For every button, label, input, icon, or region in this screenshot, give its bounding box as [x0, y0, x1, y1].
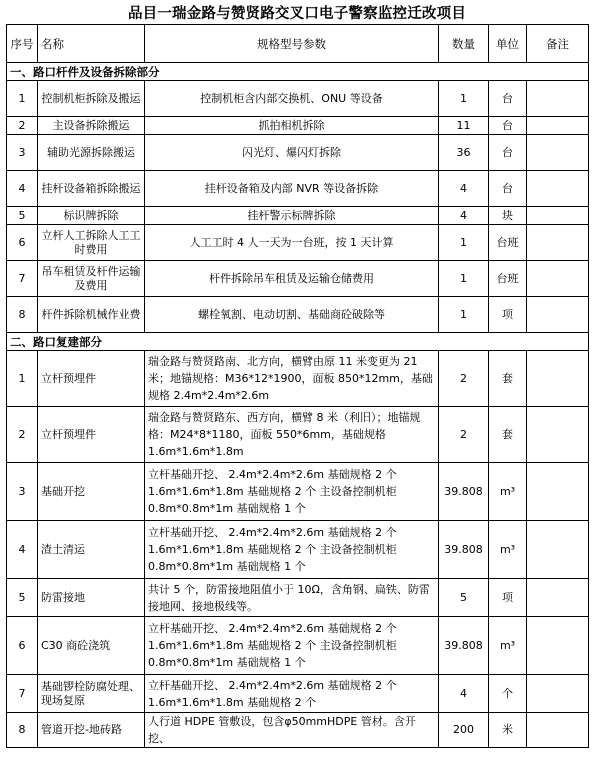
row-spec: 人行道 HDPE 管敷设，包含φ50mmHDPE 管材。含开挖、 [145, 713, 439, 748]
row-note [527, 117, 589, 135]
row-qty: 1 [439, 261, 489, 297]
row-no: 1 [7, 81, 38, 117]
row-no: 7 [7, 261, 38, 297]
section-heading-row [7, 63, 589, 81]
row-unit: 台班 [489, 261, 527, 297]
row-no: 6 [7, 225, 38, 261]
row-spec: 共计 5 个，防雷接地阻值小于 10Ω，含角钢、扁铁、防雷接地网、接地极线等。 [145, 579, 439, 617]
row-name: 挂杆设备箱拆除搬运 [38, 171, 145, 207]
row-no: 5 [7, 579, 38, 617]
row-unit: 台 [489, 81, 527, 117]
row-spec: 立杆基础开挖、 2.4m*2.4m*2.6m 基础规格 2 个 1.6m*1.6m*1.8m 基础规格 2 个 主设备控制机柜 0.8m*0.8m*1m 基础规格 1 个 [145, 521, 439, 579]
row-name: 吊车租赁及杆件运输及费用 [38, 261, 145, 297]
row-no: 6 [7, 617, 38, 675]
row-name: 主设备拆除搬运 [38, 117, 145, 135]
row-spec: 人工工时 4 人一天为一台班，按 1 天计算 [145, 225, 439, 261]
document-title: 品目一瑞金路与赞贤路交叉口电子警察监控迁改项目 [127, 6, 467, 22]
row-no: 1 [7, 351, 38, 407]
row-name: 立杆预埋件 [38, 351, 145, 407]
row-name: 控制机柜拆除及搬运 [38, 81, 145, 117]
row-no: 2 [7, 407, 38, 463]
table-row [7, 351, 589, 407]
row-note [527, 521, 589, 579]
row-name: C30 商砼浇筑 [38, 617, 145, 675]
row-qty: 200 [439, 713, 489, 748]
table-row [7, 171, 589, 207]
table-row [7, 617, 589, 675]
header-qty: 数量 [439, 25, 489, 63]
row-name: 基础锣栓防腐处理、现场复原 [38, 675, 145, 713]
row-qty: 5 [439, 579, 489, 617]
table-row [7, 297, 589, 333]
row-spec: 挂杆设备箱及内部 NVR 等设备拆除 [145, 171, 439, 207]
row-no: 8 [7, 297, 38, 333]
row-no: 5 [7, 207, 38, 225]
table-row [7, 261, 589, 297]
row-unit: 个 [489, 675, 527, 713]
table-row [7, 117, 589, 135]
row-note [527, 225, 589, 261]
row-unit: 块 [489, 207, 527, 225]
row-note [527, 207, 589, 225]
row-unit: 台 [489, 135, 527, 171]
row-qty: 36 [439, 135, 489, 171]
row-unit: m³ [489, 463, 527, 521]
table-row [7, 579, 589, 617]
row-qty: 2 [439, 351, 489, 407]
row-qty: 2 [439, 407, 489, 463]
row-unit: 台班 [489, 225, 527, 261]
row-unit: m³ [489, 617, 527, 675]
table-row [7, 81, 589, 117]
table-row [7, 713, 589, 748]
row-note [527, 135, 589, 171]
row-spec: 螺栓氧割、电动切割、基础商砼破除等 [145, 297, 439, 333]
table-row [7, 135, 589, 171]
document-sheet [6, 4, 588, 748]
row-spec: 控制机柜含内部交换机、ONU 等设备 [145, 81, 439, 117]
row-name: 杆件拆除机械作业费 [38, 297, 145, 333]
row-qty: 1 [439, 297, 489, 333]
row-qty: 4 [439, 207, 489, 225]
row-note [527, 297, 589, 333]
row-note [527, 81, 589, 117]
row-name: 标识牌拆除 [38, 207, 145, 225]
section-heading-row [7, 333, 589, 351]
section-heading: 一、路口杆件及设备拆除部分 [7, 63, 589, 81]
table-row [7, 225, 589, 261]
row-note [527, 713, 589, 748]
row-name: 渣土清运 [38, 521, 145, 579]
row-spec: 抓拍相机拆除 [145, 117, 439, 135]
table-row [7, 207, 589, 225]
row-note [527, 351, 589, 407]
row-note [527, 617, 589, 675]
row-no: 8 [7, 713, 38, 748]
row-unit: 米 [489, 713, 527, 748]
row-note [527, 463, 589, 521]
row-qty: 11 [439, 117, 489, 135]
section-heading: 二、路口复建部分 [7, 333, 589, 351]
row-spec: 立杆基础开挖、 2.4m*2.4m*2.6m 基础规格 2 个 1.6m*1.6m*1.8m 基础规格 2 个 主设备控制机柜 0.8m*0.8m*1m 基础规格 1 个 [145, 463, 439, 521]
row-name: 立杆人工拆除人工工时费用 [38, 225, 145, 261]
row-qty: 1 [439, 81, 489, 117]
row-name: 基础开挖 [38, 463, 145, 521]
row-name: 立杆预埋件 [38, 407, 145, 463]
row-note [527, 407, 589, 463]
row-spec: 瑞金路与赞贤路东、西方向，横臂 8 米（利旧）；地锚规格：M24*8*1180，面板 550*6mm，基础规格 1.6m*1.6m*1.8m [145, 407, 439, 463]
row-qty: 4 [439, 171, 489, 207]
row-qty: 39.808 [439, 521, 489, 579]
row-unit: 项 [489, 579, 527, 617]
row-unit: 套 [489, 407, 527, 463]
row-note [527, 171, 589, 207]
header-name: 名称 [38, 25, 145, 63]
row-no: 4 [7, 521, 38, 579]
row-spec: 挂杆警示标牌拆除 [145, 207, 439, 225]
row-unit: 台 [489, 171, 527, 207]
header-unit: 单位 [489, 25, 527, 63]
row-spec: 瑞金路与赞贤路南、北方向，横臂由原 11 米变更为 21 米；地锚规格：M36*12*1900，面板 850*12mm，基础规格 2.4m*2.4m*2.6m [145, 351, 439, 407]
row-name: 管道开挖-地砖路 [38, 713, 145, 748]
row-note [527, 261, 589, 297]
row-unit: 套 [489, 351, 527, 407]
item-table [6, 24, 589, 748]
table-header-row [7, 25, 589, 63]
table-row [7, 463, 589, 521]
row-qty: 4 [439, 675, 489, 713]
row-qty: 1 [439, 225, 489, 261]
row-spec: 杆件拆除吊车租赁及运输仓储费用 [145, 261, 439, 297]
row-spec: 立杆基础开挖、 2.4m*2.4m*2.6m 基础规格 2 个 1.6m*1.6m*1.8m 基础规格 2 个 主设备控制机柜 0.8m*0.8m*1m 基础规格 1 个 [145, 617, 439, 675]
row-spec: 闪光灯、爆闪灯拆除 [145, 135, 439, 171]
table-row [7, 407, 589, 463]
header-note: 备注 [527, 25, 589, 63]
row-spec: 立杆基础开挖、 2.4m*2.4m*2.6m 基础规格 2 个 1.6m*1.6m*1.8m 基础规格 2 个 [145, 675, 439, 713]
row-no: 7 [7, 675, 38, 713]
table-row [7, 521, 589, 579]
row-no: 2 [7, 117, 38, 135]
row-qty: 39.808 [439, 617, 489, 675]
row-unit: 项 [489, 297, 527, 333]
row-name: 辅助光源拆除搬运 [38, 135, 145, 171]
row-no: 3 [7, 135, 38, 171]
header-no: 序号 [7, 25, 38, 63]
row-note [527, 675, 589, 713]
header-spec: 规格型号参数 [145, 25, 439, 63]
row-no: 4 [7, 171, 38, 207]
row-note [527, 579, 589, 617]
table-row [7, 675, 589, 713]
row-name: 防雷接地 [38, 579, 145, 617]
row-qty: 39.808 [439, 463, 489, 521]
row-unit: 台 [489, 117, 527, 135]
row-no: 3 [7, 463, 38, 521]
row-unit: m³ [489, 521, 527, 579]
